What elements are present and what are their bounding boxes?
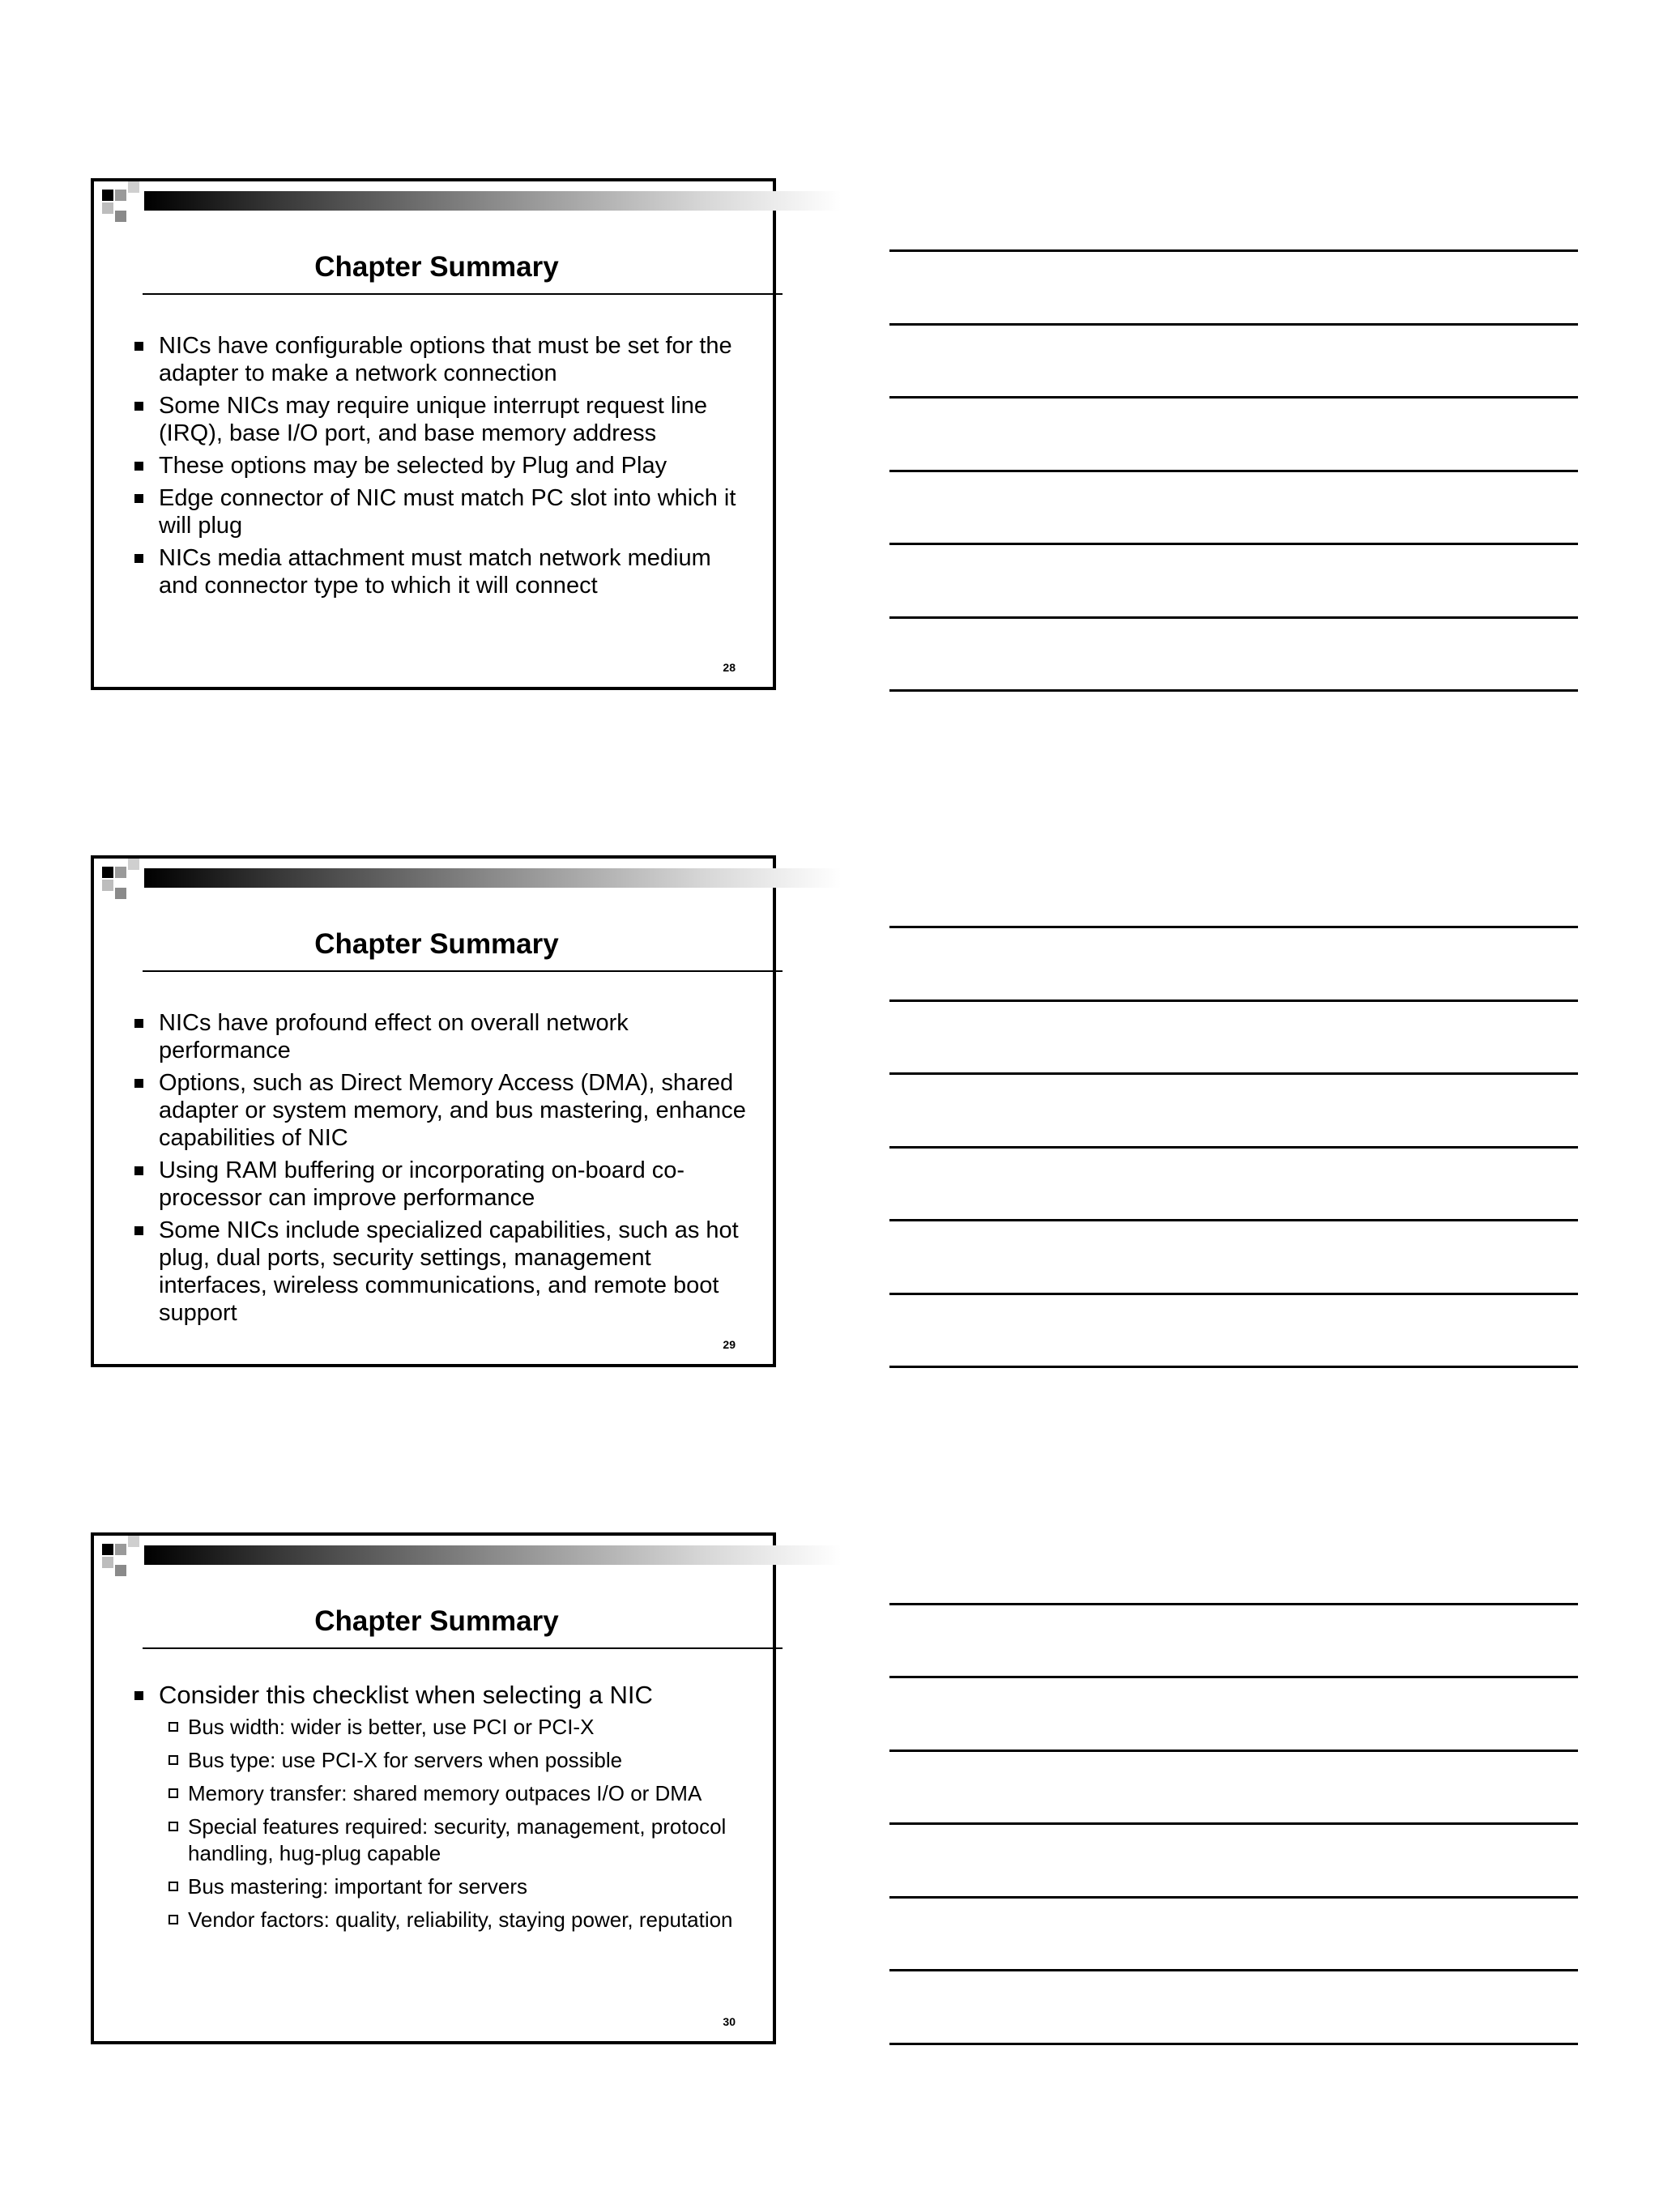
hollow-square-bullet-icon	[168, 1755, 178, 1765]
hollow-square-bullet-icon	[168, 1822, 178, 1831]
note-line	[889, 1676, 1578, 1678]
note-line	[889, 1219, 1578, 1221]
square-bullet-icon	[134, 1691, 143, 1700]
note-line	[889, 1969, 1578, 1971]
note-line	[889, 2043, 1578, 2045]
checklist	[159, 1714, 748, 1933]
note-line	[889, 1146, 1578, 1149]
slide-29	[91, 855, 776, 1367]
note-line	[889, 1072, 1578, 1075]
bullet-item: NICs have profound effect on overall network performance	[133, 1009, 748, 1064]
square-bullet-icon	[134, 462, 143, 471]
checklist-item: Special features required: security, management, protocol handling, hug-plug capable	[159, 1813, 748, 1867]
note-line	[889, 396, 1578, 399]
note-line	[889, 543, 1578, 545]
square-bullet-icon	[134, 1226, 143, 1235]
slide-title: Chapter Summary	[314, 251, 559, 283]
slide-title: Chapter Summary	[314, 928, 559, 960]
hollow-square-bullet-icon	[168, 1882, 178, 1891]
bullet-item: Some NICs include specialized capabilities, such as hot plug, dual ports, security settings, management interfaces, wireless communications, and remote boot support	[133, 1217, 748, 1327]
square-bullet-icon	[134, 1019, 143, 1028]
slide-30	[91, 1532, 776, 2044]
bullet-item: Options, such as Direct Memory Access (DMA), shared adapter or system memory, and bus mastering, enhance capabilities of NIC	[133, 1069, 748, 1152]
bullet-item: NICs media attachment must match network medium and connector type to which it will connect	[133, 544, 748, 599]
bullet-item: NICs have configurable options that must be set for the adapter to make a network connection	[133, 332, 748, 387]
square-bullet-icon	[134, 1166, 143, 1175]
checklist-item: Memory transfer: shared memory outpaces I/O or DMA	[159, 1780, 748, 1807]
square-bullet-icon	[134, 554, 143, 563]
slide-number: 30	[723, 2015, 736, 2028]
slide-title: Chapter Summary	[314, 1605, 559, 1637]
note-line	[889, 1293, 1578, 1295]
note-line	[889, 1896, 1578, 1899]
note-line	[889, 323, 1578, 326]
square-bullet-icon	[134, 1079, 143, 1088]
note-line	[889, 1750, 1578, 1752]
note-line	[889, 470, 1578, 472]
note-line	[889, 1603, 1578, 1605]
note-line	[889, 689, 1578, 692]
checklist-item: Bus mastering: important for servers	[159, 1873, 748, 1900]
title-divider	[143, 970, 783, 972]
slide-number: 28	[723, 661, 736, 674]
title-divider	[143, 1647, 783, 1649]
checklist-item: Bus width: wider is better, use PCI or PCI-X	[159, 1714, 748, 1741]
hollow-square-bullet-icon	[168, 1788, 178, 1798]
note-line	[889, 999, 1578, 1002]
square-bullet-icon	[134, 342, 143, 351]
hollow-square-bullet-icon	[168, 1722, 178, 1732]
square-bullet-icon	[134, 494, 143, 503]
title-divider	[143, 293, 783, 295]
note-line	[889, 926, 1578, 928]
checklist-item: Bus type: use PCI-X for servers when possible	[159, 1747, 748, 1774]
note-line	[889, 1822, 1578, 1825]
title-decoration	[94, 1536, 779, 1584]
bullet-item: Consider this checklist when selecting a NIC Bus width: wider is better, use PCI or PCI-X Bus type: use PCI-X for servers when possible Memory transfer: shared memory outpaces I/O or DMA Special features required: security, management, protocol handling, hug-plug capable Bus mastering: important for servers Vendor factors: quality, reliability, staying power, reputation	[133, 1681, 748, 1933]
bullet-item: Edge connector of NIC must match PC slot into which it will plug	[133, 484, 748, 539]
bullet-item: Some NICs may require unique interrupt request line (IRQ), base I/O port, and base memory address	[133, 392, 748, 447]
note-line	[889, 1366, 1578, 1368]
bullet-list	[133, 332, 748, 604]
title-decoration	[94, 181, 779, 230]
bullet-item: Using RAM buffering or incorporating on-board co-processor can improve performance	[133, 1157, 748, 1212]
note-line	[889, 249, 1578, 252]
hollow-square-bullet-icon	[168, 1915, 178, 1924]
checklist-item: Vendor factors: quality, reliability, staying power, reputation	[159, 1907, 748, 1933]
bullet-item: These options may be selected by Plug and Play	[133, 452, 748, 479]
note-line	[889, 616, 1578, 619]
square-bullet-icon	[134, 402, 143, 411]
bullet-list	[133, 1681, 748, 1940]
title-decoration	[94, 859, 779, 907]
slide-28	[91, 178, 776, 690]
bullet-list	[133, 1009, 748, 1332]
slide-number: 29	[723, 1338, 736, 1351]
